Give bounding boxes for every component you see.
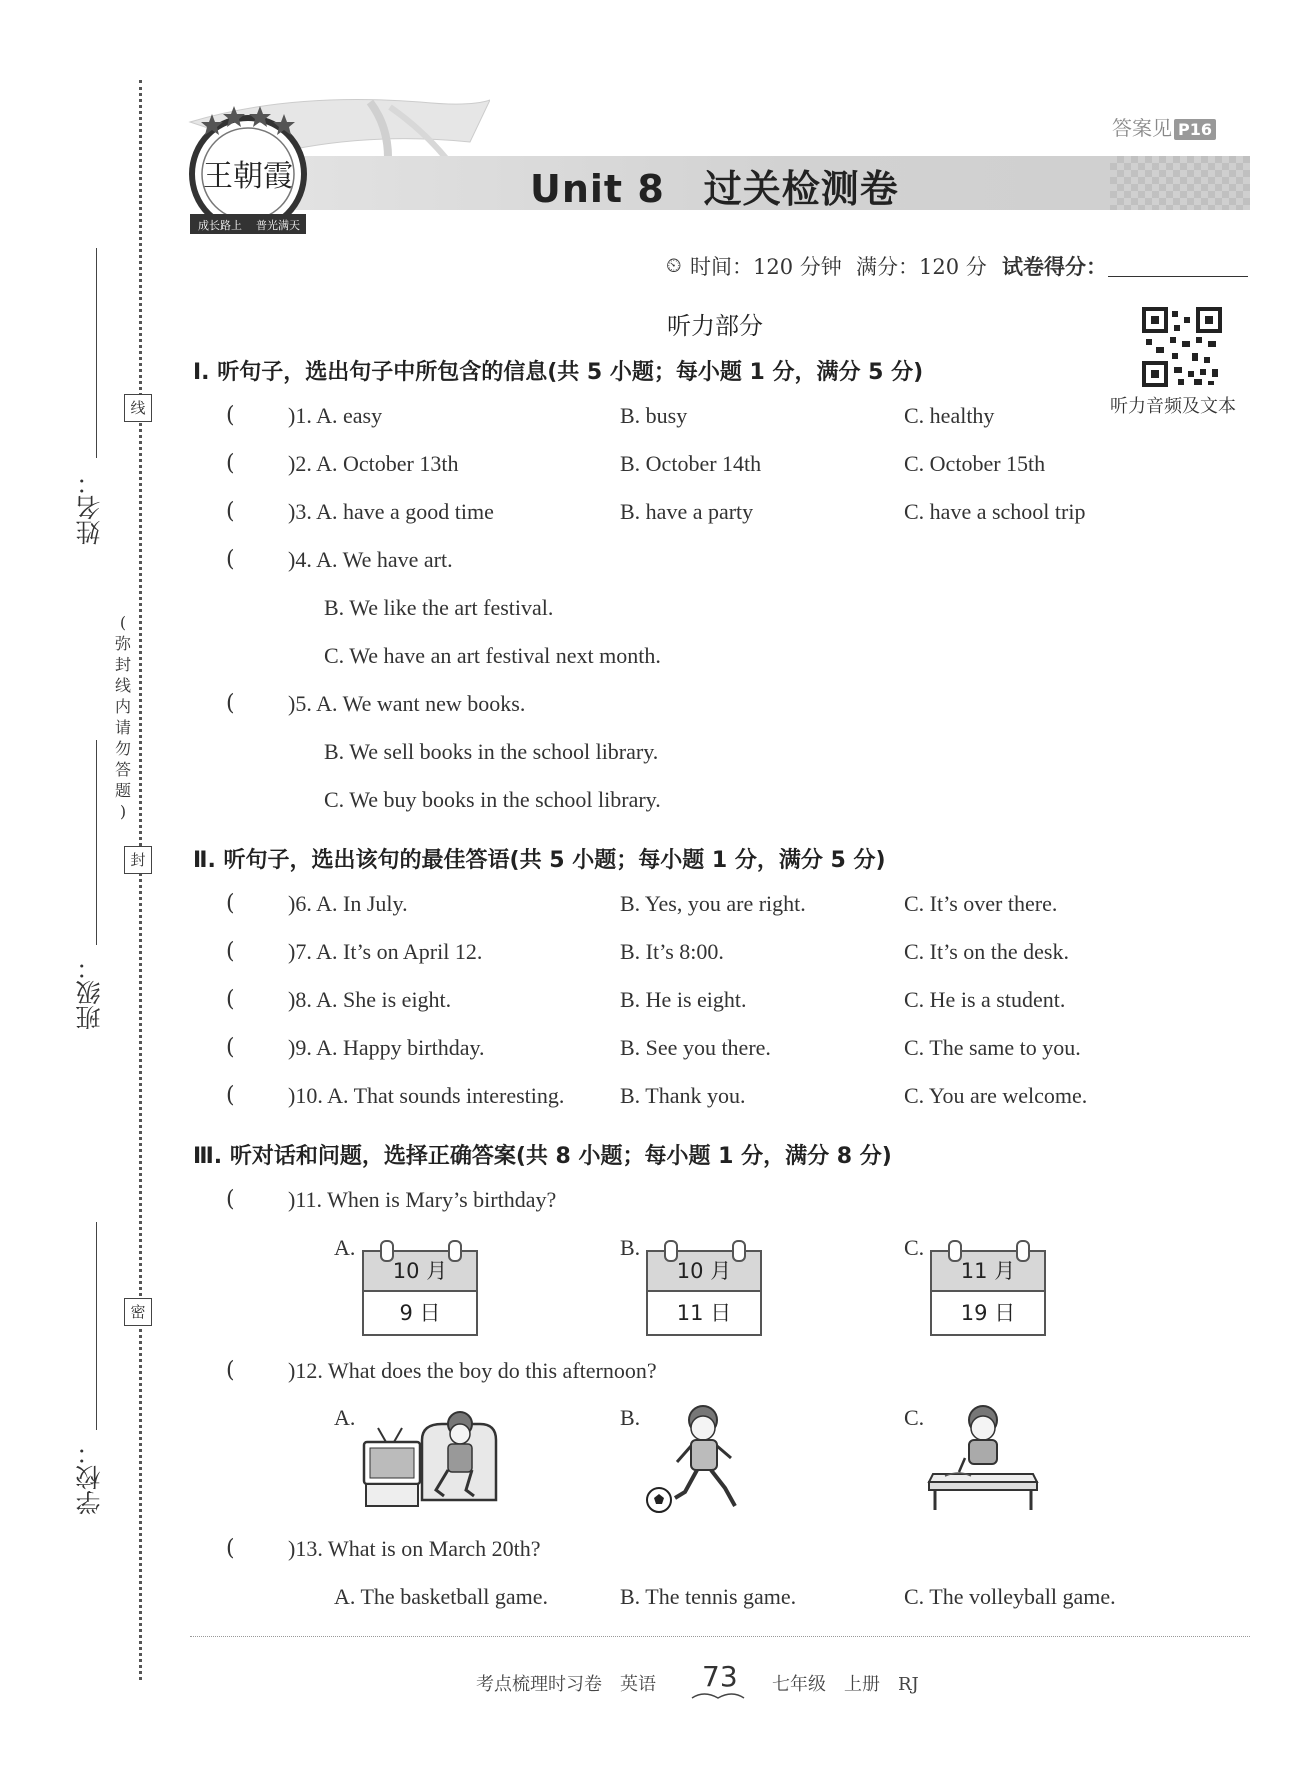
q8-option-c: C. He is a student. [904, 987, 1066, 1012]
name-label: 姓名： [75, 470, 104, 545]
answer-blank[interactable]: ( [226, 499, 235, 524]
svg-text:成长路上: 成长路上 [198, 219, 242, 232]
answer-page-badge: P16 [1174, 119, 1216, 140]
answer-blank[interactable]: ( [226, 891, 235, 916]
score-label: 试卷得分： [1002, 255, 1107, 279]
q3-option-a: )3. A. have a good time [288, 499, 494, 524]
answer-blank[interactable]: ( [226, 547, 235, 572]
part3-heading: Ⅲ. 听对话和问题，选择正确答案(共 8 小题；每小题 1 分，满分 8 分) [193, 1144, 892, 1169]
q8-option-b: B. He is eight. [620, 987, 747, 1012]
q10-option-a: )10. A. That sounds interesting. [288, 1083, 565, 1108]
q1-option-c: C. healthy [904, 403, 995, 428]
playing-football-icon [645, 1400, 755, 1516]
calendar-icon-b: 10 月 11 日 [646, 1250, 762, 1336]
page-number: 73 [702, 1660, 738, 1693]
answer-blank[interactable]: ( [226, 939, 235, 964]
answer-reference: 答案见 P16 [1112, 112, 1216, 141]
banner-pattern [1110, 156, 1250, 210]
answer-blank[interactable]: ( [226, 403, 235, 428]
answer-blank[interactable]: ( [226, 987, 235, 1012]
class-label: 班级： [75, 955, 104, 1030]
qr-code-icon[interactable] [1142, 307, 1222, 387]
q7-option-b: B. It’s 8:00. [620, 939, 724, 964]
part2-heading: Ⅱ. 听句子，选出该句的最佳答语(共 5 小题；每小题 1 分，满分 5 分) [193, 848, 886, 873]
school-label: 学校： [75, 1440, 104, 1515]
q10-option-b: B. Thank you. [620, 1083, 746, 1108]
answer-blank[interactable]: ( [226, 691, 235, 716]
binding-dotted-line [139, 80, 142, 1680]
school-field-line[interactable] [96, 1222, 97, 1430]
answer-blank[interactable]: ( [226, 451, 235, 476]
calendar-icon-a: 10 月 9 日 [362, 1250, 478, 1336]
page-title: Unit 8 过关检测卷 [530, 167, 899, 211]
q4-option-c: C. We have an art festival next month. [324, 643, 661, 668]
calendar-icon-c: 11 月 19 日 [930, 1250, 1046, 1336]
q4-option-a: )4. A. We have art. [288, 547, 453, 572]
class-field-line[interactable] [96, 740, 97, 945]
seal-mark-top: 线 [124, 394, 152, 422]
binding-notice: ( 弥 封 线 内 请 勿 答 题 ) [114, 613, 131, 821]
q8-option-a: )8. A. She is eight. [288, 987, 452, 1012]
q12-label-a: A. [334, 1405, 356, 1430]
publisher-logo [182, 96, 314, 240]
q7-option-c: C. It’s on the desk. [904, 939, 1069, 964]
footer-divider [190, 1636, 1250, 1637]
seal-mark-bottom: 密 [124, 1298, 152, 1326]
q6-option-c: C. It’s over there. [904, 891, 1058, 916]
q11-label-c: C. [904, 1235, 925, 1260]
q6-option-b: B. Yes, you are right. [620, 891, 806, 916]
q9-option-b: B. See you there. [620, 1035, 771, 1060]
q9-option-c: C. The same to you. [904, 1035, 1081, 1060]
q11-question: )11. When is Mary’s birthday? [288, 1187, 557, 1212]
svg-text:王朝霞: 王朝霞 [203, 159, 293, 194]
name-field-line[interactable] [96, 248, 97, 458]
q3-option-c: C. have a school trip [904, 499, 1086, 524]
q2-option-b: B. October 14th [620, 451, 762, 476]
q6-option-a: )6. A. In July. [288, 891, 408, 916]
listening-section-title: 听力部分 [667, 312, 763, 340]
answer-blank[interactable]: ( [226, 1187, 235, 1212]
full-score: 满分：120 分 [856, 255, 987, 279]
q1-option-a: )1. A. easy [288, 403, 383, 428]
footer-series: 考点梳理时习卷 英语 [476, 1674, 656, 1695]
watching-tv-icon [362, 1400, 500, 1512]
q11-label-b: B. [620, 1235, 641, 1260]
q7-option-a: )7. A. It’s on April 12. [288, 939, 483, 964]
q3-option-b: B. have a party [620, 499, 754, 524]
q10-option-c: C. You are welcome. [904, 1083, 1088, 1108]
score-field-line[interactable] [1108, 276, 1248, 277]
answer-blank[interactable]: ( [226, 1358, 235, 1383]
q12-label-c: C. [904, 1405, 925, 1430]
answer-blank[interactable]: ( [226, 1035, 235, 1060]
q5-option-a: )5. A. We want new books. [288, 691, 526, 716]
page-book-icon [690, 1690, 746, 1702]
q11-label-a: A. [334, 1235, 356, 1260]
q12-question: )12. What does the boy do this afternoon? [288, 1358, 657, 1383]
q12-label-b: B. [620, 1405, 641, 1430]
q9-option-a: )9. A. Happy birthday. [288, 1035, 485, 1060]
svg-text:普光满天: 普光满天 [256, 219, 300, 232]
q13-question: )13. What is on March 20th? [288, 1536, 541, 1561]
answer-blank[interactable]: ( [226, 1536, 235, 1561]
footer-grade: 七年级 上册 RJ [772, 1674, 919, 1695]
answer-blank[interactable]: ( [226, 1083, 235, 1108]
part1-heading: Ⅰ. 听句子，选出句子中所包含的信息(共 5 小题；每小题 1 分，满分 5 分) [193, 360, 924, 385]
time-limit: 时间：120 分钟 [690, 255, 842, 279]
q2-option-c: C. October 15th [904, 451, 1046, 476]
clock-icon: ⏲ [666, 253, 682, 277]
q13-option-c: C. The volleyball game. [904, 1584, 1116, 1609]
qr-caption: 听力音频及文本 [1110, 396, 1236, 417]
q5-option-b: B. We sell books in the school library. [324, 739, 659, 764]
q1-option-b: B. busy [620, 403, 688, 428]
drawing-icon [925, 1400, 1040, 1512]
q2-option-a: )2. A. October 13th [288, 451, 459, 476]
q13-option-b: B. The tennis game. [620, 1584, 797, 1609]
q13-option-a: A. The basketball game. [334, 1584, 549, 1609]
q4-option-b: B. We like the art festival. [324, 595, 554, 620]
q5-option-c: C. We buy books in the school library. [324, 787, 661, 812]
seal-mark-middle: 封 [124, 846, 152, 874]
